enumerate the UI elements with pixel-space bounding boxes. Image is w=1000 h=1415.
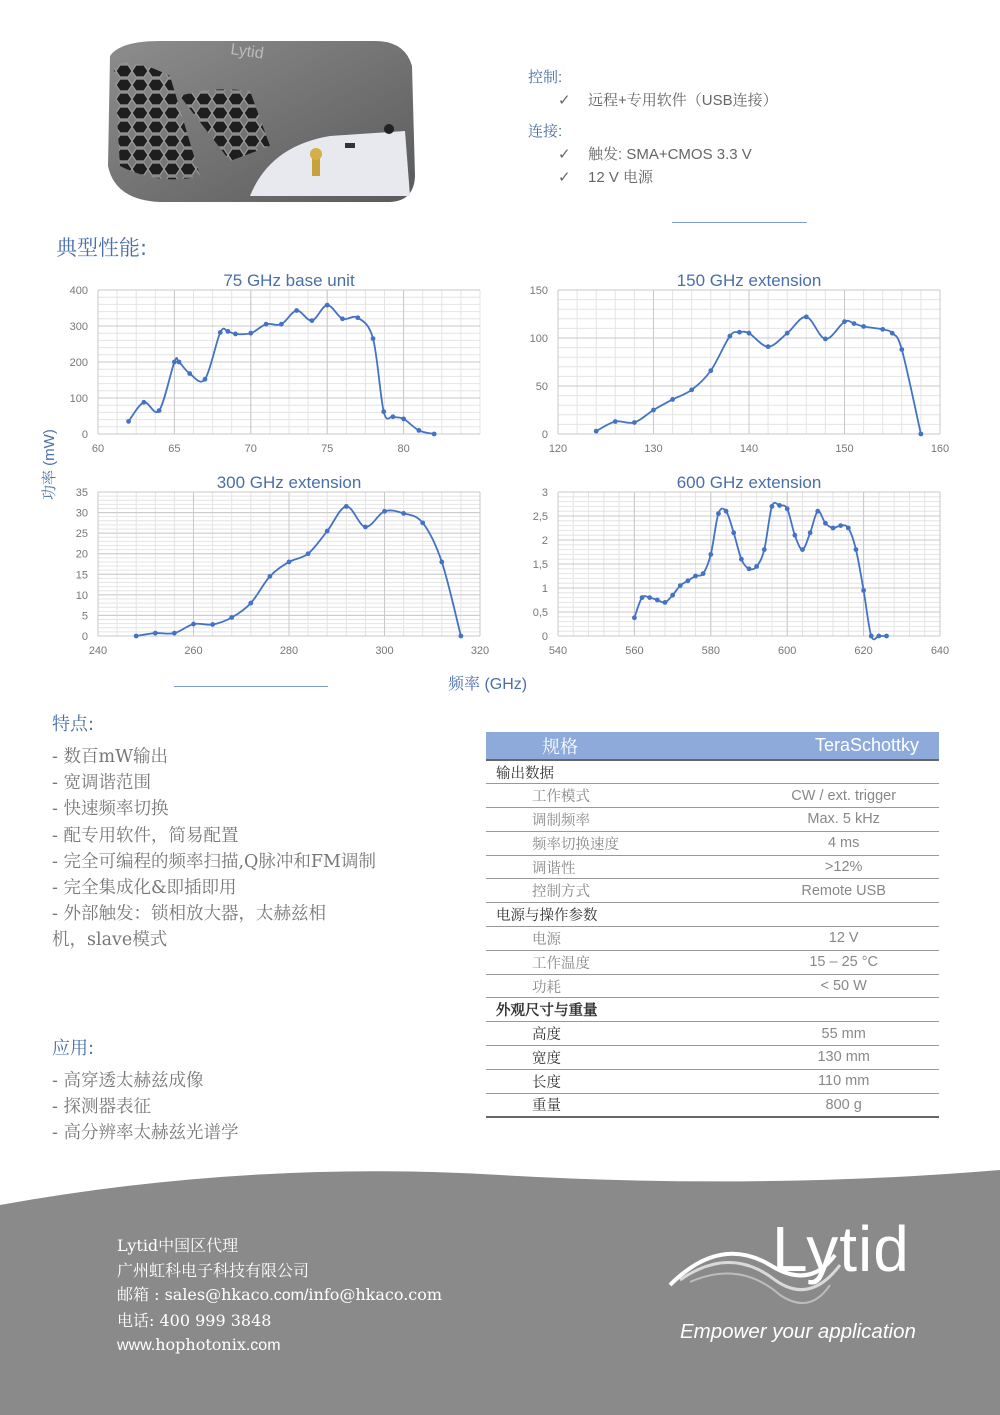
- performance-title: 典型性能:: [56, 236, 148, 260]
- data-point: [861, 588, 866, 593]
- data-point: [264, 322, 269, 327]
- data-point: [459, 634, 464, 639]
- y-tick-label: 35: [75, 487, 88, 499]
- data-point: [777, 503, 782, 508]
- data-point: [210, 622, 215, 627]
- x-tick-label: 320: [470, 645, 490, 657]
- product-image: [100, 36, 420, 206]
- data-point: [716, 511, 721, 516]
- data-point: [420, 520, 425, 525]
- data-point: [416, 428, 421, 433]
- x-tick-label: 620: [854, 645, 873, 657]
- data-point: [279, 322, 284, 327]
- y-tick-label: 15: [75, 569, 88, 582]
- connect-label: 连接:: [528, 123, 563, 140]
- x-tick-label: 300: [375, 645, 394, 657]
- spec-header-label: 规格: [486, 732, 688, 760]
- x-tick-label: 580: [701, 645, 720, 657]
- data-point: [218, 330, 223, 335]
- data-point: [663, 600, 668, 605]
- data-point: [187, 371, 192, 376]
- data-point: [770, 504, 775, 509]
- data-point: [632, 420, 637, 425]
- contact-line: Lytid中国区代理: [117, 1236, 239, 1255]
- data-point: [731, 530, 736, 535]
- y-tick-label: 0: [81, 631, 88, 643]
- x-tick-label: 260: [184, 645, 203, 657]
- data-point: [823, 521, 828, 526]
- x-tick-label: 60: [91, 443, 105, 455]
- phone-line: 电话: 400 999 3848: [117, 1310, 272, 1330]
- table-row: 工作模式 CW / ext. trigger: [486, 784, 939, 808]
- data-point: [890, 331, 895, 336]
- website-link[interactable]: www.hophotonix.com: [117, 1335, 281, 1355]
- table-row: 长度 110 mm: [486, 1069, 939, 1093]
- data-point: [268, 574, 273, 579]
- x-tick-label: 150: [835, 443, 854, 455]
- data-point: [613, 419, 618, 424]
- divider: [672, 222, 807, 223]
- y-tick-label: 2,5: [532, 511, 548, 523]
- data-point: [800, 547, 805, 552]
- y-tick-label: 0: [541, 429, 548, 441]
- svg-text:Lytid: Lytid: [229, 41, 265, 63]
- data-point: [815, 509, 820, 514]
- data-point: [229, 615, 234, 620]
- data-point: [371, 336, 376, 341]
- email-line: 邮箱 : sales@hkaco.com/info@hkaco.com: [117, 1285, 443, 1305]
- table-row: 高度 55 mm: [486, 1022, 939, 1046]
- feature-item: - 快速频率切换: [52, 799, 169, 820]
- y-tick-label: 0: [541, 631, 548, 643]
- x-tick-label: 75: [321, 443, 334, 455]
- y-axis-label: 功率 (mW): [41, 429, 58, 500]
- feature-item: - 配专用软件，简易配置: [52, 825, 239, 846]
- y-tick-label: 3: [541, 487, 548, 499]
- x-tick-label: 80: [397, 443, 410, 455]
- connect-item: ✓ 12 V 电源: [528, 166, 778, 189]
- y-tick-label: 0,5: [532, 607, 548, 619]
- data-point: [804, 314, 809, 319]
- data-point: [876, 634, 881, 639]
- data-point: [401, 511, 406, 516]
- feature-item: 机，slave模式: [52, 930, 168, 951]
- y-tick-label: 150: [529, 285, 548, 297]
- data-point: [381, 409, 386, 414]
- data-point: [134, 634, 139, 639]
- data-point: [141, 400, 146, 405]
- chart-title: 600 GHz extension: [676, 473, 822, 492]
- data-point: [325, 303, 330, 308]
- chart-75ghz: [60, 264, 490, 464]
- control-info: [528, 66, 778, 189]
- feature-item: - 宽调谐范围: [52, 773, 151, 794]
- data-point: [126, 419, 131, 424]
- data-point: [823, 337, 828, 342]
- y-tick-label: 100: [529, 333, 548, 345]
- feature-item: - 外部触发：锁相放大器，太赫兹相: [52, 904, 326, 925]
- data-point: [647, 595, 652, 600]
- features-list: [52, 744, 432, 954]
- table-row: 调制频率 Max. 5 kHz: [486, 808, 939, 832]
- data-point: [701, 571, 706, 576]
- data-point: [225, 329, 230, 334]
- data-point: [766, 344, 771, 349]
- data-point: [747, 331, 752, 336]
- table-row: 重量 800 g: [486, 1093, 939, 1117]
- data-point: [899, 347, 904, 352]
- y-tick-label: 5: [81, 610, 88, 623]
- divider: [174, 686, 328, 687]
- data-point: [172, 360, 177, 365]
- data-point: [852, 321, 857, 326]
- feature-item: - 数百mW输出: [52, 747, 169, 767]
- x-tick-label: 160: [930, 443, 950, 455]
- control-item: ✓ 远程+专用软件（USB连接）: [528, 89, 778, 112]
- data-point: [689, 387, 694, 392]
- features-title: 特点:: [52, 714, 95, 735]
- data-point: [363, 525, 368, 530]
- data-point: [191, 622, 196, 627]
- application-item: - 高穿透太赫兹成像: [52, 1071, 204, 1091]
- contact-info: [117, 1234, 442, 1359]
- table-row: 宽度 130 mm: [486, 1046, 939, 1070]
- data-point: [306, 551, 311, 556]
- contact-line: 广州虹科电子科技有限公司: [117, 1260, 310, 1280]
- control-label: 控制:: [528, 69, 563, 86]
- data-point: [693, 574, 698, 579]
- y-tick-label: 100: [69, 393, 88, 405]
- data-point: [391, 414, 396, 419]
- data-point: [310, 318, 315, 323]
- y-tick-label: 200: [69, 357, 88, 369]
- data-point: [401, 416, 406, 421]
- data-point: [382, 509, 387, 514]
- data-point: [678, 583, 683, 588]
- x-axis-label: 频率 (GHz): [448, 676, 528, 693]
- x-tick-label: 280: [279, 645, 299, 657]
- data-point: [831, 526, 836, 531]
- data-point: [203, 377, 208, 382]
- data-point: [177, 360, 182, 365]
- table-row: 频率切换速度 4 ms: [486, 831, 939, 855]
- y-tick-label: 400: [69, 285, 88, 297]
- data-point: [842, 319, 847, 324]
- data-point: [728, 334, 733, 339]
- data-point: [248, 331, 253, 336]
- data-point: [785, 331, 790, 336]
- data-point: [344, 504, 349, 509]
- data-point: [632, 615, 637, 620]
- data-point: [172, 631, 177, 636]
- y-tick-label: 1,5: [532, 559, 548, 571]
- table-row: 调谐性 >12%: [486, 855, 939, 879]
- data-point: [153, 631, 158, 636]
- data-point: [792, 533, 797, 538]
- data-point: [248, 601, 253, 606]
- chart-title: 300 GHz extension: [216, 473, 362, 492]
- data-point: [747, 566, 752, 571]
- data-point: [724, 509, 729, 514]
- x-tick-label: 640: [930, 645, 950, 657]
- data-point: [670, 593, 675, 598]
- y-tick-label: 25: [75, 528, 88, 541]
- x-tick-label: 540: [548, 645, 568, 657]
- data-point: [846, 526, 851, 531]
- data-point: [708, 368, 713, 373]
- data-point: [869, 634, 874, 639]
- data-point: [655, 598, 660, 603]
- table-row: 控制方式 Remote USB: [486, 879, 939, 903]
- data-point: [838, 523, 843, 528]
- data-point: [685, 578, 690, 583]
- check-icon: ✓: [558, 146, 571, 163]
- x-tick-label: 140: [739, 443, 759, 455]
- chart-title: 150 GHz extension: [676, 271, 822, 290]
- chart-300ghz: [60, 466, 490, 666]
- x-tick-label: 560: [625, 645, 644, 657]
- y-tick-label: 20: [75, 548, 88, 561]
- data-point: [884, 634, 889, 639]
- series-line: [136, 506, 461, 636]
- x-tick-label: 65: [168, 443, 181, 455]
- tagline: Empower your application: [680, 1320, 916, 1343]
- data-point: [294, 308, 299, 313]
- data-point: [325, 529, 330, 534]
- table-row: 电源 12 V: [486, 927, 939, 951]
- y-tick-label: 1: [541, 583, 548, 595]
- brand-logo: Lytid: [772, 1213, 910, 1285]
- y-tick-label: 0: [81, 429, 88, 441]
- data-point: [919, 432, 924, 437]
- data-point: [861, 324, 866, 329]
- application-item: - 高分辨率太赫兹光谱学: [52, 1123, 239, 1143]
- data-point: [754, 564, 759, 569]
- table-row: 功耗 < 50 W: [486, 974, 939, 998]
- spec-section-title: 输出数据: [486, 760, 939, 784]
- spec-section-title: 电源与操作参数: [486, 903, 939, 927]
- data-point: [737, 330, 742, 335]
- y-tick-label: 300: [69, 321, 88, 333]
- y-tick-label: 10: [75, 589, 88, 602]
- x-tick-label: 130: [644, 443, 663, 455]
- data-point: [157, 408, 162, 413]
- data-point: [808, 530, 813, 535]
- data-point: [439, 560, 444, 565]
- data-point: [287, 560, 292, 565]
- spec-section-title: 外观尺寸与重量: [486, 998, 939, 1022]
- data-point: [233, 332, 238, 337]
- data-point: [594, 429, 599, 434]
- chart-150ghz: [520, 264, 950, 464]
- x-tick-label: 70: [244, 443, 257, 455]
- y-tick-label: 2: [541, 535, 548, 547]
- check-icon: ✓: [558, 92, 571, 109]
- x-tick-label: 600: [778, 645, 797, 657]
- spec-table: [486, 732, 939, 1118]
- application-item: - 探测器表征: [52, 1097, 151, 1117]
- feature-item: - 完全可编程的频率扫描,Q脉冲和FM调制: [52, 851, 376, 872]
- y-tick-label: 50: [535, 381, 548, 393]
- data-point: [670, 397, 675, 402]
- data-point: [762, 547, 767, 552]
- series-line: [596, 317, 921, 434]
- x-tick-label: 240: [88, 645, 108, 657]
- chart-600ghz: [520, 466, 950, 666]
- data-point: [880, 327, 885, 332]
- data-point: [708, 552, 713, 557]
- connect-item: ✓ 触发: SMA+CMOS 3.3 V: [528, 143, 778, 166]
- data-point: [854, 547, 859, 552]
- applications-list: [52, 1068, 238, 1146]
- chart-title: 75 GHz base unit: [223, 271, 355, 290]
- data-point: [785, 506, 790, 511]
- data-point: [651, 408, 656, 413]
- check-icon: ✓: [558, 169, 571, 186]
- data-point: [355, 315, 360, 320]
- data-point: [340, 316, 345, 321]
- data-point: [739, 557, 744, 562]
- table-row: 工作温度 15 – 25 °C: [486, 950, 939, 974]
- spec-header-model: TeraSchottky: [688, 732, 939, 760]
- feature-item: - 完全集成化&即插即用: [52, 878, 237, 899]
- y-tick-label: 30: [75, 507, 88, 520]
- applications-title: 应用:: [52, 1038, 95, 1059]
- data-point: [432, 432, 437, 437]
- x-tick-label: 120: [548, 443, 568, 455]
- data-point: [640, 595, 645, 600]
